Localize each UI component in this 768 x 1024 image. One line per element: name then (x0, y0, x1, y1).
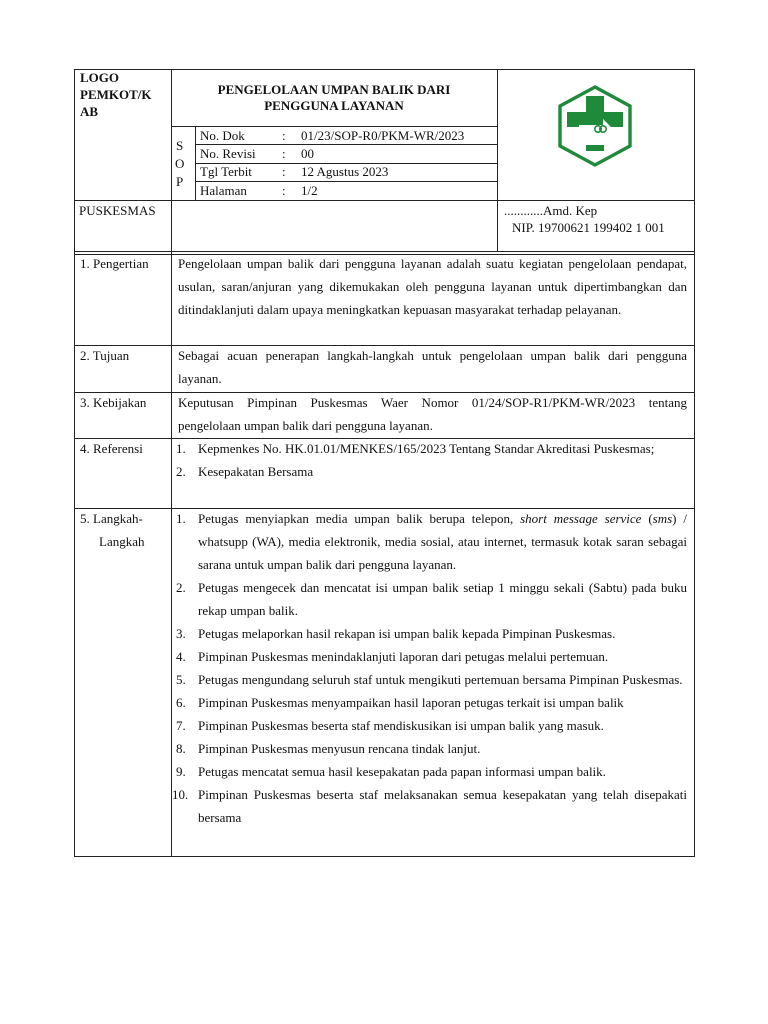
meta-value: 00 (301, 146, 314, 161)
section-label-pengertian: 1. Pengertian (80, 256, 149, 271)
sop-letter-s: S (176, 138, 184, 153)
section-label-referensi: 4. Referensi (80, 441, 143, 456)
section-label-kebijakan: 3. Kebijakan (80, 395, 147, 410)
meta-row-tgl-terbit (198, 163, 496, 181)
langkah-item (172, 760, 687, 783)
langkah-item-number: 9. (176, 764, 186, 779)
langkah-item-text: Petugas melaporkan hasil rekapan isi umpan balik kepada Pimpinan Puskesmas. (198, 626, 616, 641)
langkah-list (172, 507, 687, 829)
referensi-item-number: 1. (176, 441, 186, 456)
langkah-item-number: 7. (176, 718, 186, 733)
langkah-item (172, 714, 687, 737)
puskesmas-logo-icon (553, 84, 637, 168)
section-label-langkah-line-2: Langkah (99, 534, 145, 549)
meta-label: Tgl Terbit (200, 164, 252, 179)
meta-label: No. Revisi (200, 146, 256, 161)
logo-placeholder-line-2: PEMKOT/K (80, 87, 152, 102)
langkah-item-text: Pimpinan Puskesmas menindaklanjuti laporan dari petugas melalui pertemuan. (198, 649, 609, 664)
langkah-item-number: 5. (176, 672, 186, 687)
referensi-item-number: 2. (176, 464, 186, 479)
meta-separator: : (282, 146, 286, 161)
langkah-item-number: 3. (176, 626, 186, 641)
referensi-list (172, 437, 687, 483)
langkah-item-number: 1. (176, 511, 186, 526)
langkah-item (172, 507, 687, 576)
meta-value: 1/2 (301, 183, 318, 198)
langkah-item-text: Petugas mencatat semua hasil kesepakatan pada papan informasi umpan balik. (198, 764, 606, 779)
section-text-pengertian: Pengelolaan umpan balik dari pengguna layanan adalah suatu kegiatan pengelolaan pendapat, usulan, saran/anjuran yang dikemukakan oleh pengguna layanan untuk dipertimbangkan dan ditindaklanjuti dalam upaya meningkatkan kepuasan masyarakat terhadap pelayanan. (178, 256, 687, 317)
meta-label: Halaman (200, 183, 247, 198)
referensi-item-text: Kesepakatan Bersama (198, 464, 314, 479)
meta-row-halaman (198, 182, 496, 200)
langkah-item (172, 737, 687, 760)
langkah-item-text: Petugas mengundang seluruh staf untuk mengikuti pertemuan bersama Pimpinan Puskesmas. (198, 672, 683, 687)
langkah-item-number: 6. (176, 695, 186, 710)
meta-separator: : (282, 164, 286, 179)
langkah-item-text: Pimpinan Puskesmas menyusun rencana tindak lanjut. (198, 741, 481, 756)
langkah-item-text: Pimpinan Puskesmas menyampaikan hasil laporan petugas terkait isi umpan balik (198, 695, 624, 710)
langkah-item (172, 668, 687, 691)
meta-separator: : (282, 183, 286, 198)
signatory-name: ............Amd. Kep (504, 203, 598, 218)
referensi-item-text: Kepmenkes No. HK.01.01/MENKES/165/2023 Tentang Standar Akreditasi Puskesmas; (198, 441, 655, 456)
logo-placeholder-line-3: AB (80, 104, 99, 119)
document-title-line-2: PENGGUNA LAYANAN (264, 98, 404, 113)
section-text-kebijakan: Keputusan Pimpinan Puskesmas Waer Nomor 01/24/SOP-R1/PKM-WR/2023 tentang pengelolaan umpan balik dari pengguna layanan. (178, 395, 687, 433)
meta-value: 01/23/SOP-R0/PKM-WR/2023 (301, 128, 465, 143)
sop-letter-p: P (176, 174, 184, 189)
section-label-tujuan: 2. Tujuan (80, 348, 130, 363)
meta-row-no-revisi (198, 145, 496, 163)
meta-value: 12 Agustus 2023 (301, 164, 389, 179)
langkah-item-number: 4. (176, 649, 186, 664)
langkah-item (172, 622, 687, 645)
meta-separator: : (282, 128, 286, 143)
langkah-item-number: 2. (176, 580, 186, 595)
langkah-item (172, 783, 687, 829)
referensi-item (172, 437, 687, 460)
langkah-item-text: Petugas menyiapkan media umpan balik berupa telepon, short message service (sms) / whatsupp (WA), media elektronik, media sosial, atau internet, termasuk kotak saran sebagai sarana untuk umpan balik dari pengguna layanan. (198, 511, 687, 572)
langkah-item (172, 691, 687, 714)
section-label-langkah-line-1: 5. Langkah- (80, 511, 143, 526)
section-text-tujuan: Sebagai acuan penerapan langkah-langkah untuk pengelolaan umpan balik dari pengguna layanan. (178, 348, 687, 386)
langkah-item (172, 645, 687, 668)
meta-row-no-dok (198, 127, 496, 145)
document-title-line-1: PENGELOLAAN UMPAN BALIK DARI (217, 82, 451, 97)
langkah-item (172, 576, 687, 622)
signatory-nip: NIP. 19700621 199402 1 001 (512, 220, 665, 235)
langkah-item-text: Pimpinan Puskesmas beserta staf mendiskusikan isi umpan balik yang masuk. (198, 718, 604, 733)
langkah-item-number: 8. (176, 741, 186, 756)
referensi-item (172, 460, 687, 483)
langkah-item-text: Pimpinan Puskesmas beserta staf melaksanakan semua kesepakatan yang telah disepakati bersama (198, 787, 687, 825)
institution-name: PUSKESMAS (79, 203, 156, 218)
sop-letter-o: O (175, 156, 185, 171)
logo-placeholder-line-1: LOGO (80, 70, 120, 85)
langkah-item-number: 10. (172, 787, 189, 802)
meta-label: No. Dok (200, 128, 245, 143)
langkah-item-text: Petugas mengecek dan mencatat isi umpan balik setiap 1 minggu sekali (Sabtu) pada buku rekap umpan balik. (198, 580, 687, 618)
